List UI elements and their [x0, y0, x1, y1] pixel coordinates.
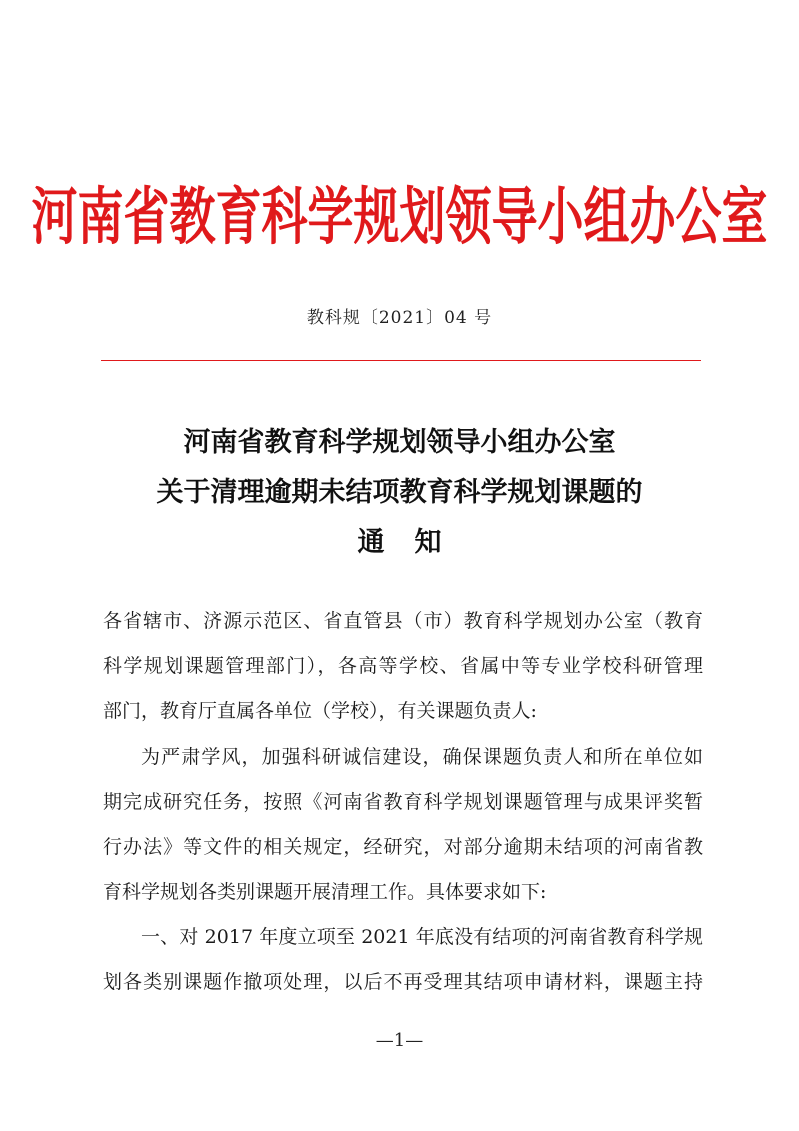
body-line: 各省辖市、济源示范区、省直管县（市）教育科学规划办公室（教育	[103, 610, 703, 632]
document-number: 教科规〔2021〕04 号	[306, 308, 493, 328]
body-line: 为严肃学风，加强科研诚信建设，确保课题负责人和所在单位如	[141, 746, 703, 768]
body-line: 期完成研究任务，按照《河南省教育科学规划课题管理与成果评奖暂	[103, 791, 703, 813]
body-line: 育科学规划各类别课题开展清理工作。具体要求如下:	[103, 881, 547, 903]
body-line: 部门，教育厅直属各单位（学校），有关课题负责人:	[103, 700, 537, 722]
title-line-3: 通知	[357, 527, 472, 558]
body-line: 科学规划课题管理部门），各高等学校、省属中等专业学校科研管理	[103, 655, 703, 677]
body-line: 一、对 2017 年度立项至 2021 年底没有结项的河南省教育科学规	[141, 926, 703, 948]
title-line-2: 关于清理逾期未结项教育科学规划课题的	[156, 477, 643, 508]
red-divider	[101, 360, 701, 361]
body-line: 行办法》等文件的相关规定，经研究，对部分逾期未结项的河南省教	[103, 836, 703, 858]
issuer-header: 河南省教育科学规划领导小组办公室	[31, 180, 768, 254]
title-line-1: 河南省教育科学规划领导小组办公室	[183, 427, 616, 458]
page-number: —1—	[375, 1030, 424, 1051]
body-line: 划各类别课题作撤项处理，以后不再受理其结项申请材料，课题主持	[103, 971, 703, 993]
